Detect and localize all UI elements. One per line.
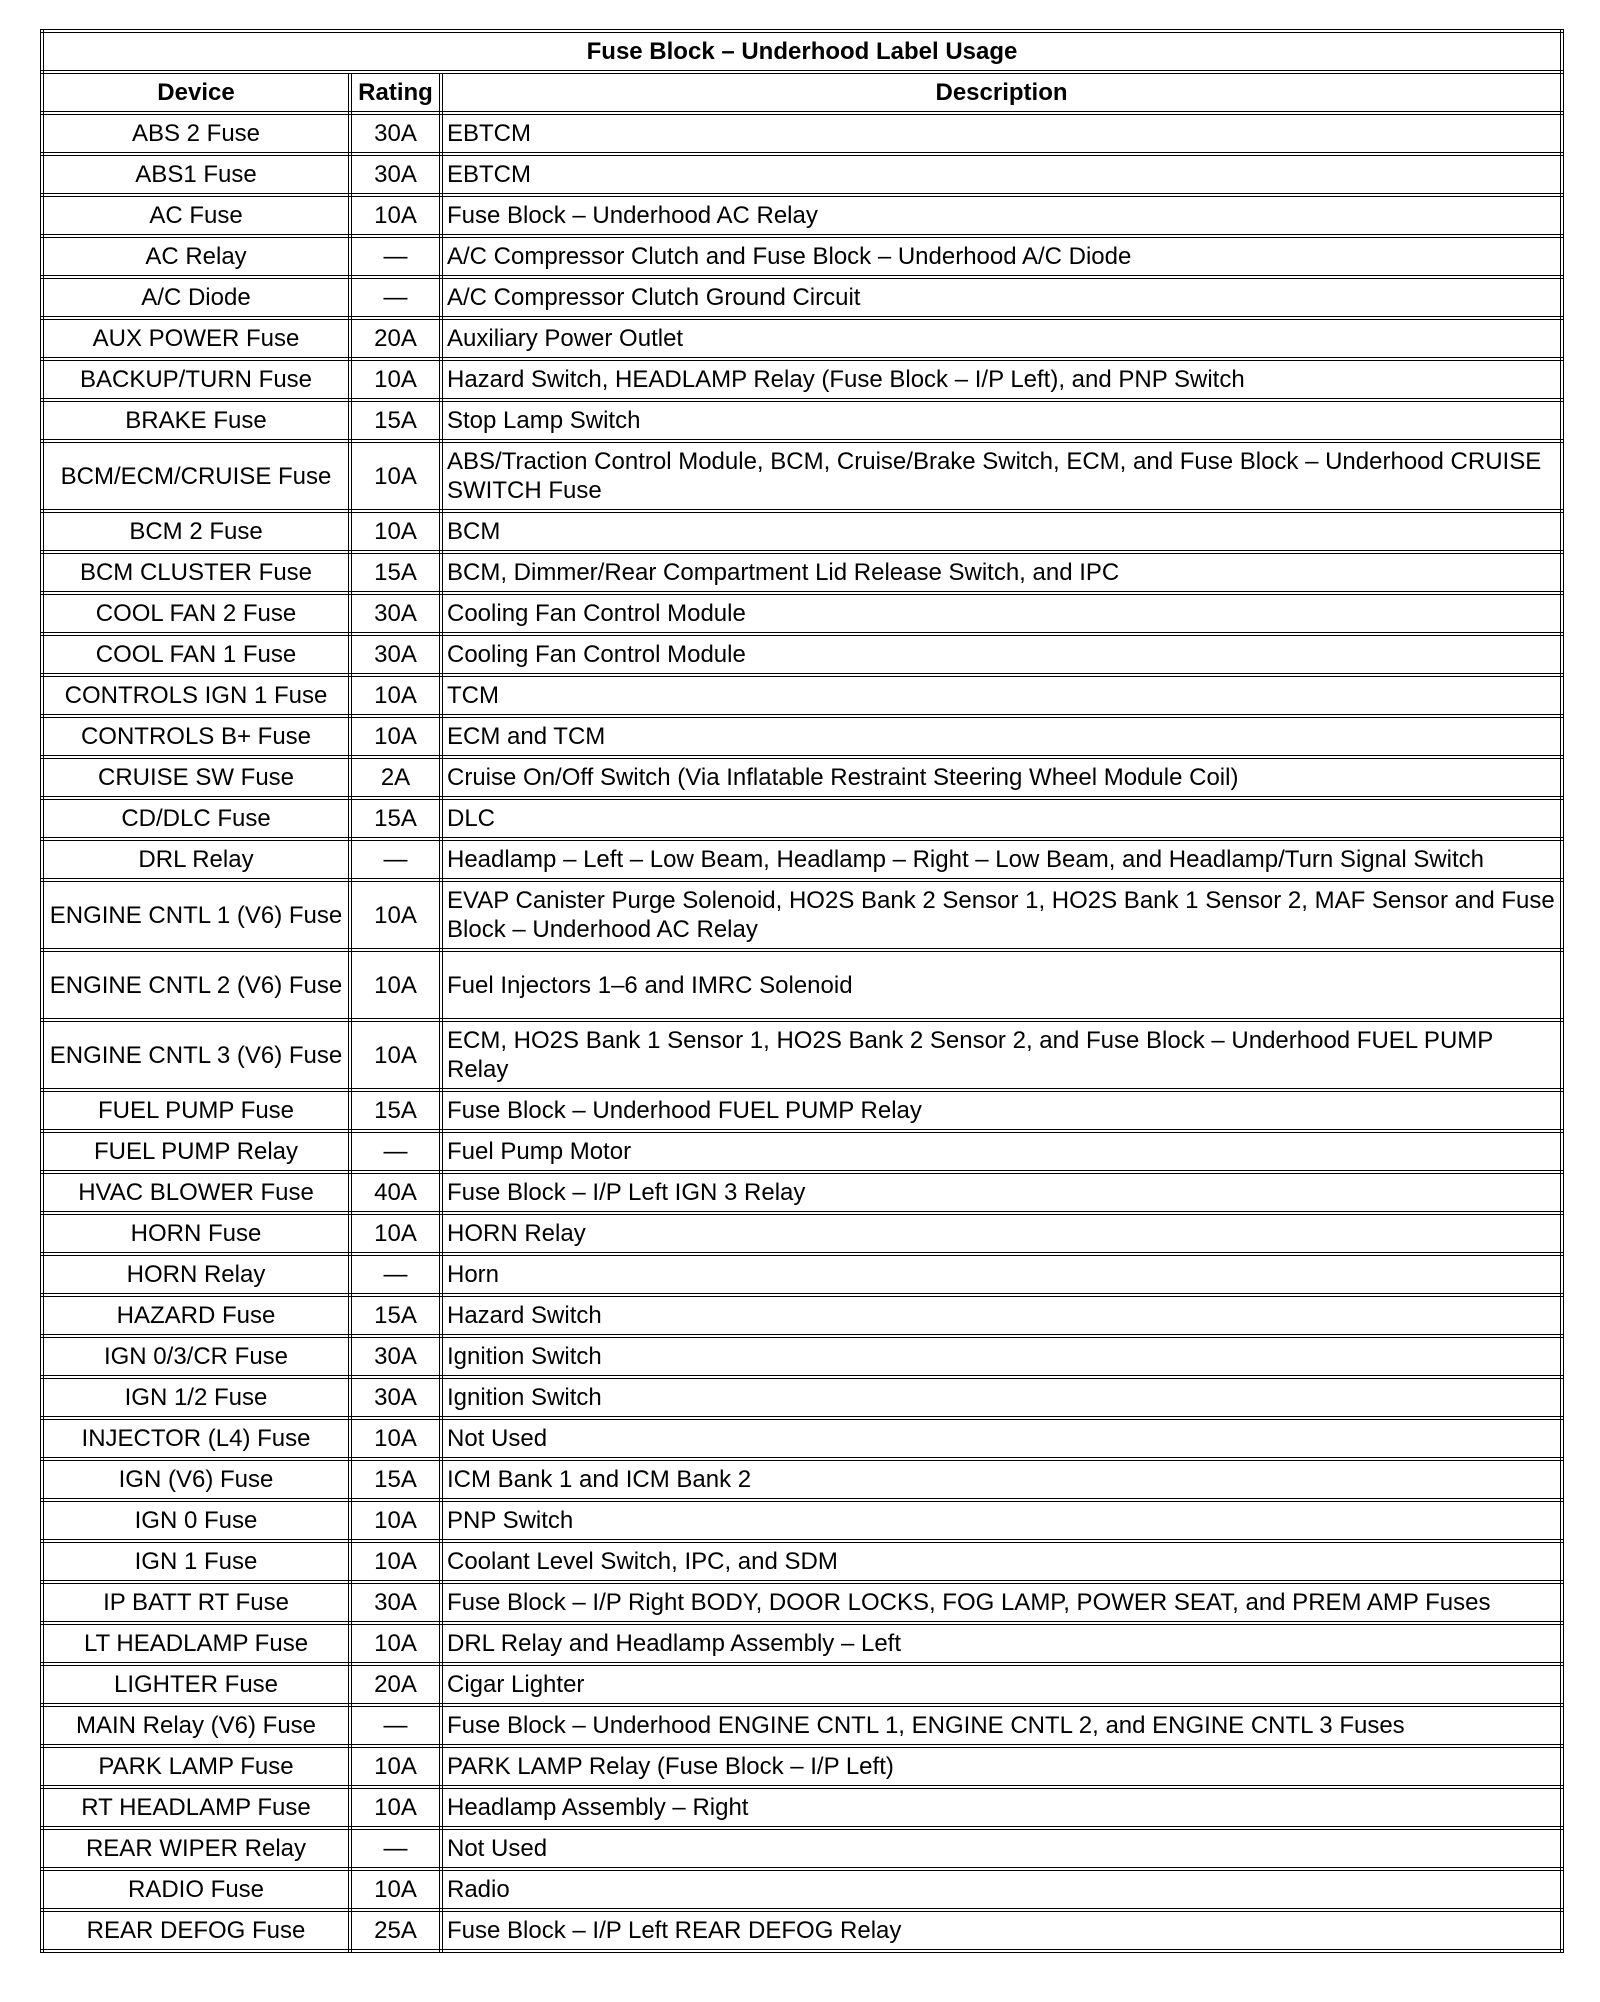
description-cell: EBTCM	[441, 154, 1562, 195]
rating-cell: 10A	[350, 441, 441, 511]
description-cell: Cooling Fan Control Module	[441, 634, 1562, 675]
device-cell: INJECTOR (L4) Fuse	[42, 1418, 350, 1459]
description-cell: A/C Compressor Clutch Ground Circuit	[441, 277, 1562, 318]
rating-cell: —	[350, 277, 441, 318]
table-row	[42, 1623, 1562, 1664]
device-cell: HVAC BLOWER Fuse	[42, 1172, 350, 1213]
table-row	[42, 1500, 1562, 1541]
rating-cell: 30A	[350, 113, 441, 154]
device-cell: MAIN Relay (V6) Fuse	[42, 1705, 350, 1746]
rating-cell: 10A	[350, 675, 441, 716]
description-cell: ECM, HO2S Bank 1 Sensor 1, HO2S Bank 2 Sensor 2, and Fuse Block – Underhood FUEL PUMP Relay	[441, 1020, 1562, 1090]
rating-cell: 25A	[350, 1910, 441, 1951]
description-cell: ECM and TCM	[441, 716, 1562, 757]
description-cell: HORN Relay	[441, 1213, 1562, 1254]
table-row	[42, 1295, 1562, 1336]
device-cell: ABS1 Fuse	[42, 154, 350, 195]
device-cell: REAR WIPER Relay	[42, 1828, 350, 1869]
table-row	[42, 1090, 1562, 1131]
description-cell: Not Used	[441, 1828, 1562, 1869]
device-cell: DRL Relay	[42, 839, 350, 880]
rating-cell: 10A	[350, 1020, 441, 1090]
table-row	[42, 880, 1562, 950]
table-row	[42, 441, 1562, 511]
rating-cell: 30A	[350, 593, 441, 634]
table-row	[42, 950, 1562, 1020]
description-cell: DLC	[441, 798, 1562, 839]
device-cell: BACKUP/TURN Fuse	[42, 359, 350, 400]
rating-cell: 15A	[350, 1459, 441, 1500]
description-cell: Auxiliary Power Outlet	[441, 318, 1562, 359]
device-cell: IGN 0/3/CR Fuse	[42, 1336, 350, 1377]
description-cell: Fuse Block – Underhood FUEL PUMP Relay	[441, 1090, 1562, 1131]
device-cell: PARK LAMP Fuse	[42, 1746, 350, 1787]
rating-cell: 2A	[350, 757, 441, 798]
table-row	[42, 154, 1562, 195]
table-row	[42, 400, 1562, 441]
device-cell: IGN 1/2 Fuse	[42, 1377, 350, 1418]
rating-cell: 15A	[350, 1295, 441, 1336]
table-title: Fuse Block – Underhood Label Usage	[42, 31, 1562, 72]
rating-cell: —	[350, 1828, 441, 1869]
device-cell: BCM/ECM/CRUISE Fuse	[42, 441, 350, 511]
table-header-row	[42, 72, 1562, 113]
rating-cell: 10A	[350, 195, 441, 236]
rating-cell: 15A	[350, 400, 441, 441]
rating-cell: 10A	[350, 1746, 441, 1787]
description-cell: Headlamp – Left – Low Beam, Headlamp – Right – Low Beam, and Headlamp/Turn Signal Switch	[441, 839, 1562, 880]
rating-cell: 15A	[350, 1090, 441, 1131]
rating-cell: 10A	[350, 1541, 441, 1582]
device-cell: AUX POWER Fuse	[42, 318, 350, 359]
device-cell: CONTROLS B+ Fuse	[42, 716, 350, 757]
description-cell: Fuse Block – Underhood AC Relay	[441, 195, 1562, 236]
description-cell: EVAP Canister Purge Solenoid, HO2S Bank 2 Sensor 1, HO2S Bank 1 Sensor 2, MAF Sensor and Fuse Block – Underhood AC Relay	[441, 880, 1562, 950]
device-cell: BCM 2 Fuse	[42, 511, 350, 552]
description-cell: Coolant Level Switch, IPC, and SDM	[441, 1541, 1562, 1582]
device-cell: IGN (V6) Fuse	[42, 1459, 350, 1500]
table-row	[42, 277, 1562, 318]
device-cell: COOL FAN 1 Fuse	[42, 634, 350, 675]
description-cell: Fuse Block – I/P Right BODY, DOOR LOCKS, FOG LAMP, POWER SEAT, and PREM AMP Fuses	[441, 1582, 1562, 1623]
description-cell: PNP Switch	[441, 1500, 1562, 1541]
description-cell: Fuse Block – Underhood ENGINE CNTL 1, ENGINE CNTL 2, and ENGINE CNTL 3 Fuses	[441, 1705, 1562, 1746]
device-cell: ENGINE CNTL 2 (V6) Fuse	[42, 950, 350, 1020]
rating-cell: —	[350, 1254, 441, 1295]
table-row	[42, 511, 1562, 552]
rating-cell: —	[350, 1131, 441, 1172]
rating-cell: 10A	[350, 950, 441, 1020]
description-cell: Headlamp Assembly – Right	[441, 1787, 1562, 1828]
table-row	[42, 113, 1562, 154]
description-cell: PARK LAMP Relay (Fuse Block – I/P Left)	[441, 1746, 1562, 1787]
description-cell: EBTCM	[441, 113, 1562, 154]
device-cell: ABS 2 Fuse	[42, 113, 350, 154]
rating-cell: 30A	[350, 154, 441, 195]
column-header-description: Description	[441, 72, 1562, 113]
description-cell: Ignition Switch	[441, 1336, 1562, 1377]
description-cell: ICM Bank 1 and ICM Bank 2	[441, 1459, 1562, 1500]
column-header-device: Device	[42, 72, 350, 113]
device-cell: IGN 1 Fuse	[42, 1541, 350, 1582]
description-cell: Not Used	[441, 1418, 1562, 1459]
rating-cell: 30A	[350, 1582, 441, 1623]
description-cell: DRL Relay and Headlamp Assembly – Left	[441, 1623, 1562, 1664]
description-cell: Fuel Injectors 1–6 and IMRC Solenoid	[441, 950, 1562, 1020]
table-row	[42, 716, 1562, 757]
rating-cell: 20A	[350, 318, 441, 359]
description-cell: BCM, Dimmer/Rear Compartment Lid Release Switch, and IPC	[441, 552, 1562, 593]
rating-cell: —	[350, 1705, 441, 1746]
table-row	[42, 1377, 1562, 1418]
table-row	[42, 195, 1562, 236]
device-cell: A/C Diode	[42, 277, 350, 318]
description-cell: Ignition Switch	[441, 1377, 1562, 1418]
rating-cell: 10A	[350, 716, 441, 757]
description-cell: TCM	[441, 675, 1562, 716]
description-cell: Hazard Switch	[441, 1295, 1562, 1336]
device-cell: HORN Fuse	[42, 1213, 350, 1254]
table-row	[42, 1869, 1562, 1910]
table-row	[42, 798, 1562, 839]
description-cell: ABS/Traction Control Module, BCM, Cruise/Brake Switch, ECM, and Fuse Block – Underhood CRUISE SWITCH Fuse	[441, 441, 1562, 511]
device-cell: LT HEADLAMP Fuse	[42, 1623, 350, 1664]
device-cell: CRUISE SW Fuse	[42, 757, 350, 798]
rating-cell: 10A	[350, 880, 441, 950]
rating-cell: 30A	[350, 1377, 441, 1418]
rating-cell: 10A	[350, 1623, 441, 1664]
device-cell: HAZARD Fuse	[42, 1295, 350, 1336]
device-cell: IGN 0 Fuse	[42, 1500, 350, 1541]
device-cell: BRAKE Fuse	[42, 400, 350, 441]
device-cell: CONTROLS IGN 1 Fuse	[42, 675, 350, 716]
device-cell: ENGINE CNTL 1 (V6) Fuse	[42, 880, 350, 950]
table-row	[42, 593, 1562, 634]
table-row	[42, 1418, 1562, 1459]
fuse-block-table	[40, 29, 1564, 1953]
table-row	[42, 1705, 1562, 1746]
device-cell: ENGINE CNTL 3 (V6) Fuse	[42, 1020, 350, 1090]
table-row	[42, 1828, 1562, 1869]
column-header-rating: Rating	[350, 72, 441, 113]
description-cell: Cruise On/Off Switch (Via Inflatable Restraint Steering Wheel Module Coil)	[441, 757, 1562, 798]
rating-cell: 30A	[350, 634, 441, 675]
description-cell: BCM	[441, 511, 1562, 552]
table-row	[42, 318, 1562, 359]
device-cell: HORN Relay	[42, 1254, 350, 1295]
description-cell: A/C Compressor Clutch and Fuse Block – Underhood A/C Diode	[441, 236, 1562, 277]
table-row	[42, 359, 1562, 400]
description-cell: Fuse Block – I/P Left IGN 3 Relay	[441, 1172, 1562, 1213]
description-cell: Cooling Fan Control Module	[441, 593, 1562, 634]
table-row	[42, 1664, 1562, 1705]
rating-cell: 15A	[350, 552, 441, 593]
description-cell: Horn	[441, 1254, 1562, 1295]
device-cell: BCM CLUSTER Fuse	[42, 552, 350, 593]
table-row	[42, 236, 1562, 277]
rating-cell: 10A	[350, 1418, 441, 1459]
table-row	[42, 1910, 1562, 1951]
rating-cell: 15A	[350, 798, 441, 839]
table-row	[42, 757, 1562, 798]
rating-cell: —	[350, 236, 441, 277]
rating-cell: 10A	[350, 1213, 441, 1254]
device-cell: RT HEADLAMP Fuse	[42, 1787, 350, 1828]
table-row	[42, 675, 1562, 716]
rating-cell: 20A	[350, 1664, 441, 1705]
table-row	[42, 1459, 1562, 1500]
device-cell: FUEL PUMP Fuse	[42, 1090, 350, 1131]
device-cell: IP BATT RT Fuse	[42, 1582, 350, 1623]
table-body	[42, 113, 1562, 1951]
device-cell: REAR DEFOG Fuse	[42, 1910, 350, 1951]
rating-cell: 10A	[350, 1787, 441, 1828]
table-row	[42, 1020, 1562, 1090]
description-cell: Stop Lamp Switch	[441, 400, 1562, 441]
table-row	[42, 839, 1562, 880]
device-cell: CD/DLC Fuse	[42, 798, 350, 839]
device-cell: RADIO Fuse	[42, 1869, 350, 1910]
description-cell: Fuse Block – I/P Left REAR DEFOG Relay	[441, 1910, 1562, 1951]
table-row	[42, 1541, 1562, 1582]
table-title-row	[42, 31, 1562, 72]
table-row	[42, 1254, 1562, 1295]
description-cell: Fuel Pump Motor	[441, 1131, 1562, 1172]
table-row	[42, 1213, 1562, 1254]
device-cell: LIGHTER Fuse	[42, 1664, 350, 1705]
rating-cell: 10A	[350, 359, 441, 400]
table-row	[42, 1131, 1562, 1172]
description-cell: Hazard Switch, HEADLAMP Relay (Fuse Block – I/P Left), and PNP Switch	[441, 359, 1562, 400]
rating-cell: 30A	[350, 1336, 441, 1377]
table-row	[42, 634, 1562, 675]
table-row	[42, 552, 1562, 593]
table-row	[42, 1787, 1562, 1828]
rating-cell: 10A	[350, 1869, 441, 1910]
rating-cell: 10A	[350, 511, 441, 552]
device-cell: AC Relay	[42, 236, 350, 277]
rating-cell: 40A	[350, 1172, 441, 1213]
device-cell: COOL FAN 2 Fuse	[42, 593, 350, 634]
rating-cell: 10A	[350, 1500, 441, 1541]
rating-cell: —	[350, 839, 441, 880]
description-cell: Radio	[441, 1869, 1562, 1910]
table-row	[42, 1336, 1562, 1377]
device-cell: FUEL PUMP Relay	[42, 1131, 350, 1172]
table-row	[42, 1172, 1562, 1213]
table-row	[42, 1746, 1562, 1787]
table-row	[42, 1582, 1562, 1623]
description-cell: Cigar Lighter	[441, 1664, 1562, 1705]
device-cell: AC Fuse	[42, 195, 350, 236]
